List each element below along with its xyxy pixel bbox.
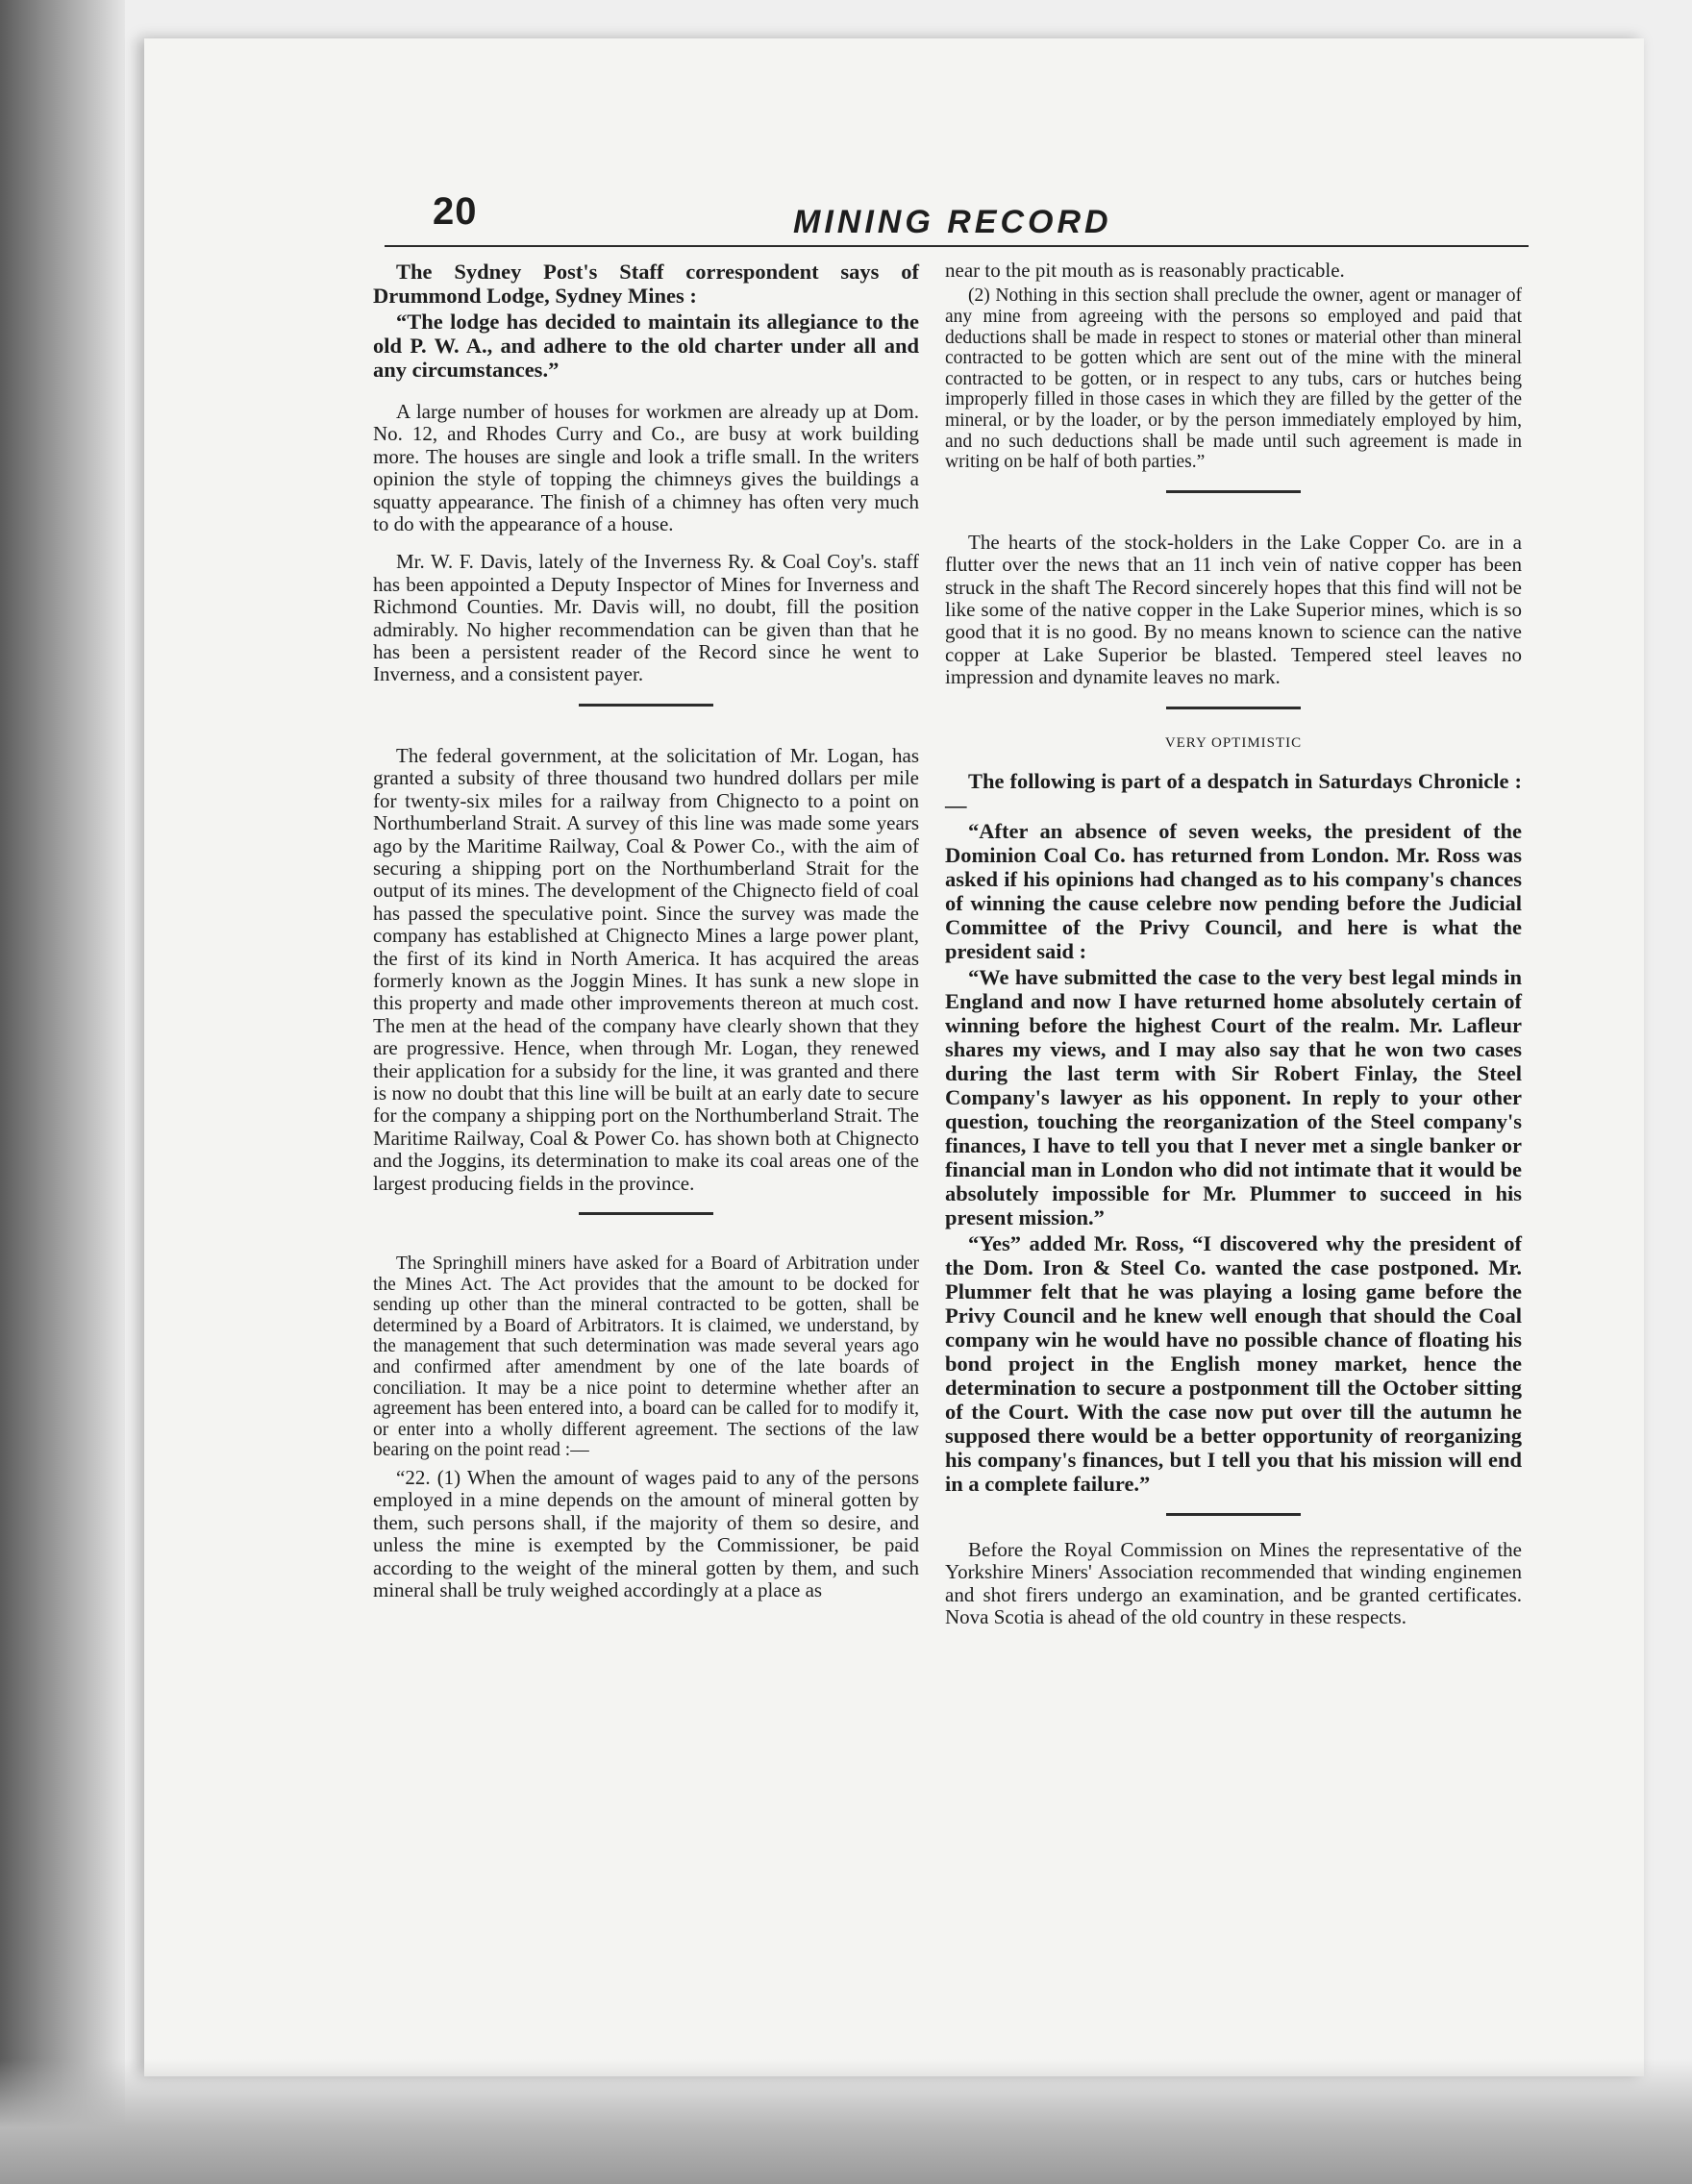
springhill-arbitration-paragraph: The Springhill miners have asked for a Board of Arbitration under the Mines Act. The Act provides that the amount to be docked for sending up other than the mineral contracted to be gotten, shall be determined by a Board of Arbitrators. It is claimed, we understand, by the management that such determination was made several years ago and confirmed after amendment by one of the late boards of conciliation. It may be a nice point to determine whether after an agreement has been entered into, a board can be called for to modify it, or enter into a wholly different agreement. The sections of the law bearing on the point read :—: [373, 1253, 919, 1461]
scan-bottom-shadow: [0, 2059, 1692, 2184]
ross-plummer-paragraph: “Yes” added Mr. Ross, “I discovered why the president of the Dom. Iron & Steel Co. wanted the case postponed. Mr. Plummer felt that he was playing a losing game before the Privy Council and he knew well enough that should the Coal company win he would have no possible chance of floating his bond project in the English money market, hence the determination to secure a postponment till the October sitting of the Court. With the case now put over till the autumn he supposed there would be a better opportunity of reorganizing his company's finances, but I tell you that his mission will end in a complete failure.”: [945, 1231, 1522, 1496]
mines-act-section-22: “22. (1) When the amount of wages paid to any of the persons employed in a mine depends on the amount of mineral gotten by them, such persons shall, if the majority of them so desire, and unless the mine is exempted by the Commissioner, be paid according to the weight of the mineral gotten by them, and such mineral shall be truly weighed accordingly at a place as: [373, 1465, 919, 1601]
header-rule: [385, 245, 1529, 247]
pit-mouth-continuation: near to the pit mouth as is reasonably practicable.: [945, 259, 1345, 282]
section-separator: [579, 1212, 713, 1215]
davis-appointment-paragraph: Mr. W. F. Davis, lately of the Inverness Ry. & Coal Coy's. staff has been appointed a Deputy Inspector of Mines for Inverness and Richmond Counties. Mr. Davis will, no doubt, fill the position admirably. No higher recommendation can be given than that he has been a persistent reader of the Record since he went to Inverness, and a consistent payer.: [373, 550, 919, 686]
section-separator: [1166, 490, 1301, 493]
drummond-lodge-quote: “The lodge has decided to maintain its allegiance to the old P. W. A., and adhere to the old charter under all and any circumstances.”: [373, 310, 919, 382]
section-separator: [579, 704, 713, 707]
ross-quote-paragraph: “We have submitted the case to the very best legal minds in England and now I have returned home absolutely certain of winning before the highest Court of the realm. Mr. Lafleur shares my views, and I may also say that he won two cases during the last term with Sir Robert Finlay, the Steel Company's lawyer as his opponent. In reply to your other question, touching the reorganization of the Steel company's finances, I have to tell you that I never met a single banker or financial man in London who did not intimate that it would be absolutely impossible for Mr. Plummer to succeed in his present mission.”: [945, 965, 1522, 1229]
scan-page-edge: [0, 0, 125, 2184]
section-separator: [1166, 707, 1301, 709]
ross-return-paragraph: “After an absence of seven weeks, the president of the Dominion Coal Co. has returned from London. Mr. Ross was asked if his opinions had changed as to his company's chances of winning the cause celebre now pending before the Judicial Committee of the Privy Council, and here is what the president said :: [945, 819, 1522, 963]
left-column: [373, 260, 919, 1601]
drummond-lodge-intro: The Sydney Post's Staff correspondent says of Drummond Lodge, Sydney Mines :: [373, 260, 919, 308]
workmen-houses-paragraph: A large number of houses for workmen are already up at Dom. No. 12, and Rhodes Curry and Co., are busy at work building more. The houses are single and look a trifle small. In the writers opinion the style of topping the chimneys gives the buildings a squatty appearance. The finish of a chimney has often very much to do with the appearance of a house.: [373, 400, 919, 536]
lake-copper-paragraph: The hearts of the stock-holders in the Lake Copper Co. are in a flutter over the news that an 11 inch vein of native copper has been struck in the shaft The Record sincerely hopes that this find will not be like some of the native copper in the Lake Superior mines, which is so good that it is no good. By no means known to science can the native copper at Lake Superior be blasted. Tempered steel leaves no impression and dynamite leaves no mark.: [945, 530, 1522, 689]
page-number: 20: [433, 190, 478, 233]
right-column: [945, 260, 1522, 1629]
section-separator: [1166, 1513, 1301, 1516]
journal-title: MINING RECORD: [793, 204, 1112, 240]
chignecto-railway-paragraph: The federal government, at the solicitation of Mr. Logan, has granted a subsity of three thousand two hundred dollars per mile for twenty-six miles for a railway from Chignecto to a point on Northumberland Strait. A survey of this line was made some years ago by the Maritime Railway, Coal & Power Co., with the aim of securing a shipping port on the Northumberland Strait for the output of its mines. The development of the Chignecto field of coal has passed the speculative point. Since the survey was made the company has established at Chignecto Mines a large power plant, the first of its kind in North America. It has acquired the areas formerly known as the Joggin Mines. It has sunk a new slope in this property and made other improvements thereon at much cost. The men at the head of the company have clearly shown that they are progressive. Hence, when through Mr. Logan, they renewed their application for a subsidy for the line, it was granted and there is now no doubt that this line will be built at an early date to secure for the company a shipping port on the Northumberland Strait. The Maritime Railway, Coal & Power Co. has shown both at Chignecto and the Joggins, its determination to make its coal areas one of the largest producing fields in the province.: [373, 743, 919, 1195]
despatch-intro: The following is part of a despatch in Saturdays Chronicle :—: [945, 769, 1522, 817]
mines-act-section-22-2: (2) Nothing in this section shall preclude the owner, agent or manager of any mine from agreeing with the persons so employed and paid that deductions shall be made in respect to stones or material other than mineral contracted to be gotten which are sent out of the mine with the mineral contracted to be gotten, or in respect to any tubs, cars or hutches being improperly filled in those cases in which they are filled by the getter of the mineral, or by the loader, or by the person immediately employed by him, and no such deductions shall be made until such agreement is made in writing on be half of both parties.”: [945, 285, 1522, 473]
article-subheading: VERY OPTIMISTIC: [1164, 734, 1303, 751]
royal-commission-paragraph: Before the Royal Commission on Mines the representative of the Yorkshire Miners' Association recommended that winding enginemen and shot firers undergo an examination, and be granted certificates. Nova Scotia is ahead of the old country in these respects.: [945, 1538, 1522, 1629]
